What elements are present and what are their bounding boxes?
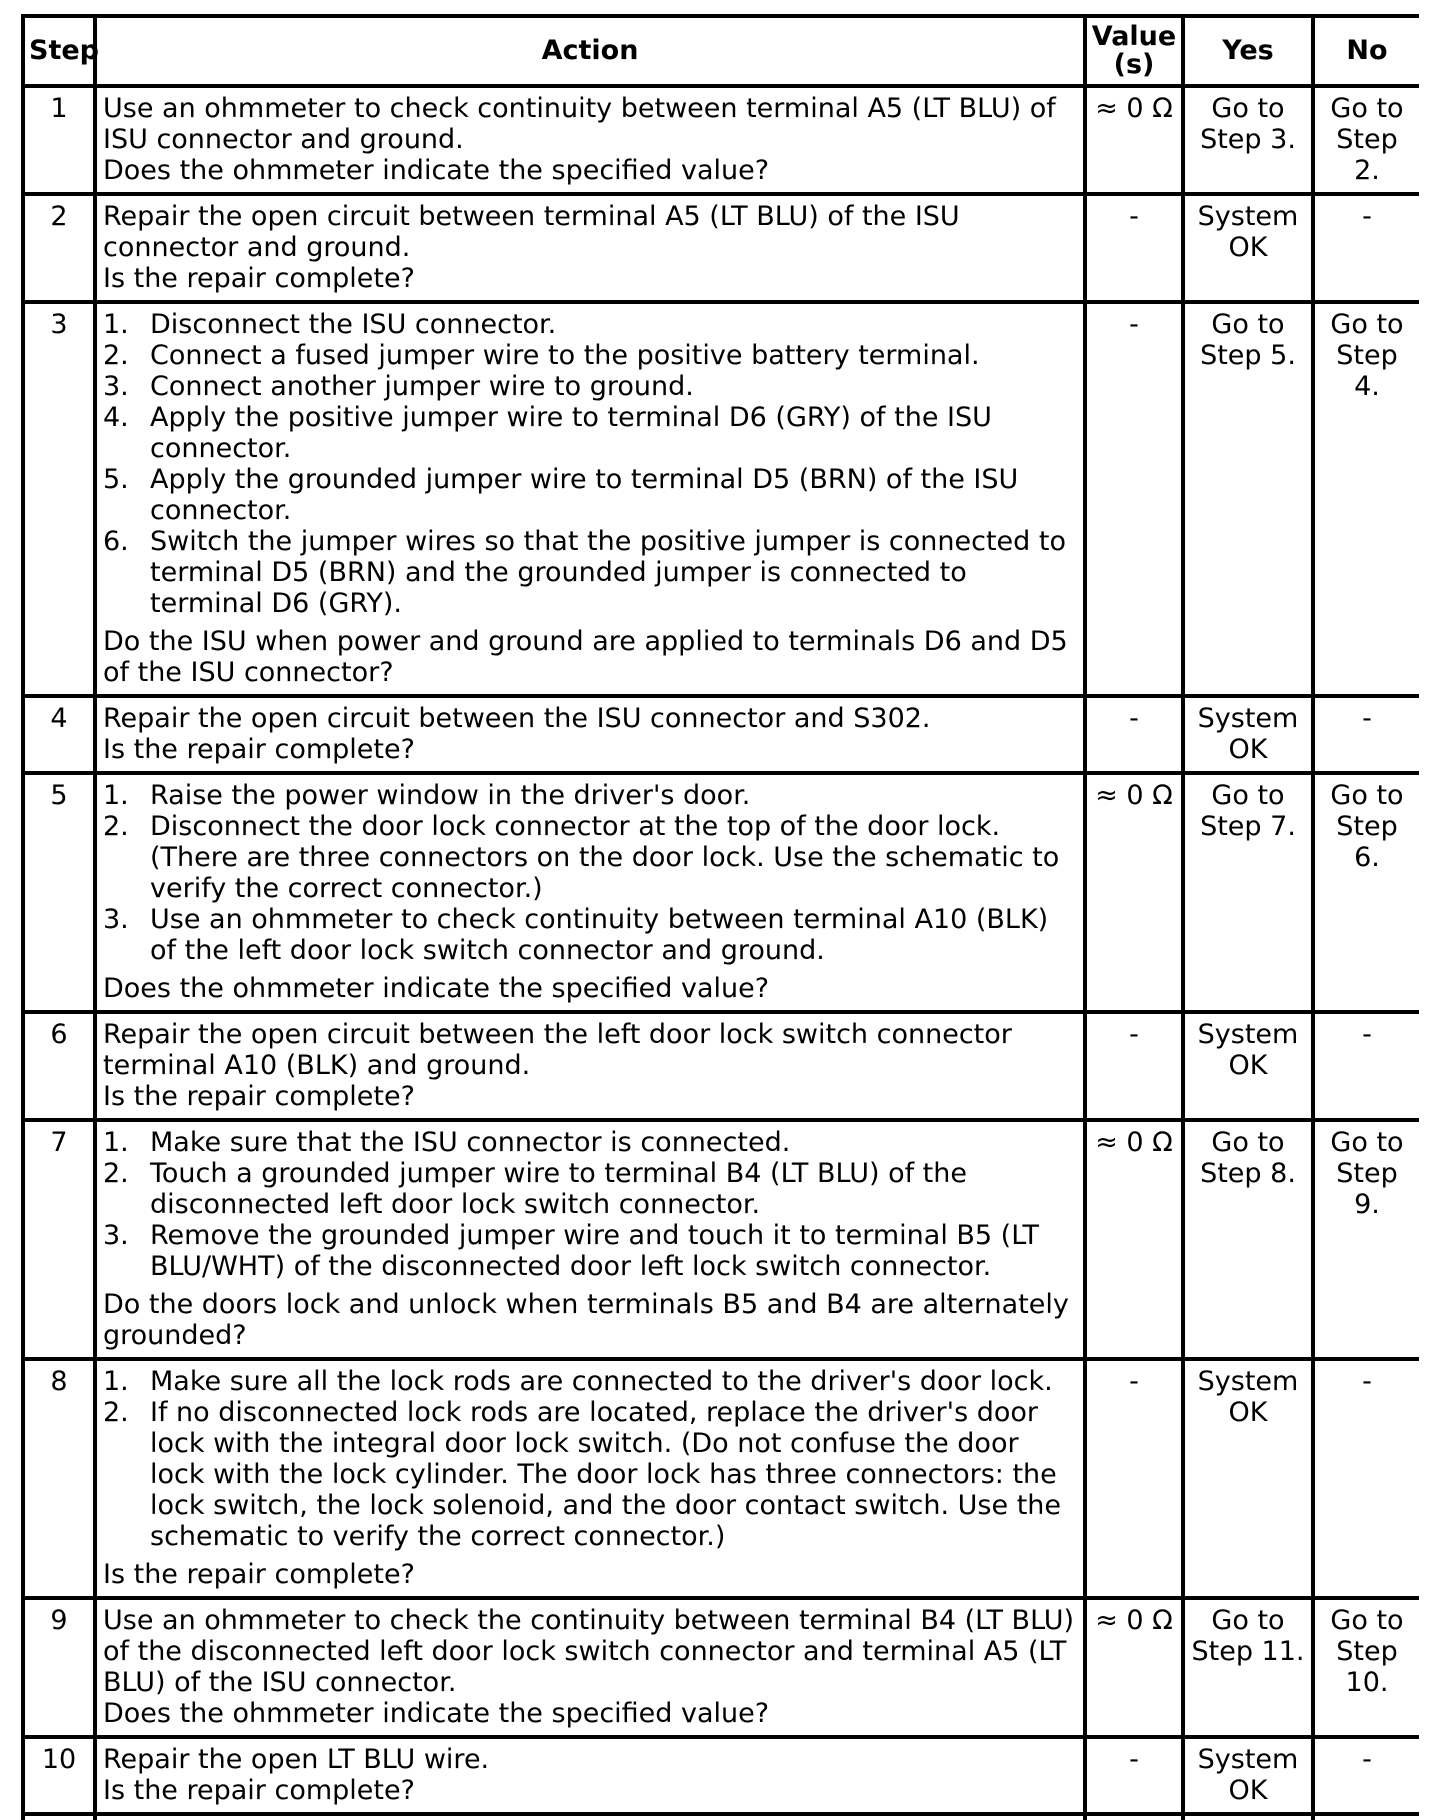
action-cell xyxy=(95,1598,1085,1737)
yes-outcome-cell: Go to Step 8. xyxy=(1183,1120,1313,1359)
no-outcome-cell: Go to Step 4. xyxy=(1313,302,1419,696)
table-row xyxy=(23,86,1419,194)
diagnostic-steps-table xyxy=(21,14,1419,1820)
action-question: Is the repair complete? xyxy=(103,1081,415,1112)
table-row xyxy=(23,773,1419,1012)
action-cell xyxy=(95,1359,1085,1598)
yes-outcome-cell xyxy=(1183,1814,1313,1820)
yes-outcome-cell: Go to Step 11. xyxy=(1183,1598,1313,1737)
value-cell: - xyxy=(1085,1012,1183,1120)
table-row xyxy=(23,1737,1419,1814)
action-question: Is the repair complete? xyxy=(103,734,415,765)
substep-number: 2. xyxy=(103,340,129,371)
table-row-continued xyxy=(23,1814,1419,1820)
yes-outcome-cell: System OK xyxy=(1183,1737,1313,1814)
value-cell: ≈ 0 Ω xyxy=(1085,773,1183,1012)
action-substep xyxy=(103,402,1077,464)
header-yes: Yes xyxy=(1183,16,1313,86)
substep-number: 2. xyxy=(103,1397,129,1428)
value-cell: - xyxy=(1085,194,1183,302)
substep-text: Touch a grounded jumper wire to terminal B4 (LT BLU) of the disconnected left door lock switch connector. xyxy=(150,1158,967,1220)
action-instruction: Repair the open circuit between terminal A5 (LT BLU) of the ISU connector and ground. xyxy=(103,201,960,263)
action-cell xyxy=(95,1120,1085,1359)
substep-number: 6. xyxy=(103,526,129,557)
step-number-cell: 2 xyxy=(23,194,95,302)
substep-text: Disconnect the door lock connector at the top of the door lock. (There are three connectors on the door lock. Use the schematic to verify the correct connector.) xyxy=(150,811,1060,904)
action-substep xyxy=(103,780,1077,811)
yes-outcome-cell: System OK xyxy=(1183,1359,1313,1598)
table-row xyxy=(23,1359,1419,1598)
yes-outcome-cell: System OK xyxy=(1183,696,1313,773)
action-question: Is the repair complete? xyxy=(103,263,415,294)
action-substeps xyxy=(103,309,1077,619)
no-outcome-cell: - xyxy=(1313,194,1419,302)
no-outcome-cell: - xyxy=(1313,696,1419,773)
action-question: Does the ohmmeter indicate the specified value? xyxy=(103,1698,770,1729)
substep-number: 2. xyxy=(103,811,129,842)
substep-number: 4. xyxy=(103,402,129,433)
action-cell xyxy=(95,194,1085,302)
substep-number: 1. xyxy=(103,309,129,340)
substep-text: Connect another jumper wire to ground. xyxy=(150,371,694,402)
substep-text: Connect a fused jumper wire to the positive battery terminal. xyxy=(150,340,980,371)
substep-text: Make sure all the lock rods are connected to the driver's door lock. xyxy=(150,1366,1053,1397)
no-outcome-cell: Go to Step 10. xyxy=(1313,1598,1419,1737)
action-instruction: Use an ohmmeter to check continuity between terminal A5 (LT BLU) of ISU connector and ground. xyxy=(103,93,1056,155)
action-cell xyxy=(95,86,1085,194)
action-substep xyxy=(103,1158,1077,1220)
step-number-cell: 4 xyxy=(23,696,95,773)
substep-text: Use an ohmmeter to check continuity between terminal A10 (BLK) of the left door lock switch connector and ground. xyxy=(150,904,1049,966)
substep-number: 1. xyxy=(103,1127,129,1158)
action-substep xyxy=(103,1220,1077,1282)
action-question: Is the repair complete? xyxy=(103,1775,415,1806)
value-cell: - xyxy=(1085,696,1183,773)
substep-number: 3. xyxy=(103,904,129,935)
yes-outcome-cell: Go to Step 5. xyxy=(1183,302,1313,696)
action-cell xyxy=(95,1012,1085,1120)
action-substep xyxy=(103,904,1077,966)
table-row xyxy=(23,696,1419,773)
action-question: Does the ohmmeter indicate the specified value? xyxy=(103,973,770,1004)
substep-number: 3. xyxy=(103,1220,129,1251)
action-substep xyxy=(103,1366,1077,1397)
step-number-cell: 7 xyxy=(23,1120,95,1359)
value-cell: - xyxy=(1085,1359,1183,1598)
action-instruction: Repair the open circuit between the ISU connector and S302. xyxy=(103,703,931,734)
diagnostic-table-container xyxy=(21,14,1419,1820)
yes-outcome-cell: System OK xyxy=(1183,194,1313,302)
action-cell xyxy=(95,302,1085,696)
substep-text: If no disconnected lock rods are located, replace the driver's door lock with the integral door lock switch. (Do not confuse the door lock with the lock cylinder. The door lock has three connectors: the lock switch, the lock solenoid, and the door contact switch. Use the schematic to verify the correct connector.) xyxy=(150,1397,1061,1552)
action-substeps xyxy=(103,1366,1077,1552)
value-cell: ≈ 0 Ω xyxy=(1085,86,1183,194)
substep-number: 1. xyxy=(103,780,129,811)
value-cell: ≈ 0 Ω xyxy=(1085,1598,1183,1737)
substep-text: Remove the grounded jumper wire and touch it to terminal B5 (LT BLU/WHT) of the disconnected door left lock switch connector. xyxy=(150,1220,1040,1282)
no-outcome-cell xyxy=(1313,1814,1419,1820)
action-question: Is the repair complete? xyxy=(103,1559,415,1590)
action-question: Does the ohmmeter indicate the specified value? xyxy=(103,155,770,186)
table-row xyxy=(23,302,1419,696)
step-number-cell: 9 xyxy=(23,1598,95,1737)
action-instruction: Use an ohmmeter to check the continuity between terminal B4 (LT BLU) of the disconnected left door lock switch connector and terminal A5 (LT BLU) of the ISU connector. xyxy=(103,1605,1075,1698)
no-outcome-cell: Go to Step 9. xyxy=(1313,1120,1419,1359)
table-row xyxy=(23,1598,1419,1737)
header-action: Action xyxy=(95,16,1085,86)
value-cell: - xyxy=(1085,1737,1183,1814)
action-substep xyxy=(103,371,1077,402)
step-number-cell: 1 xyxy=(23,86,95,194)
no-outcome-cell: - xyxy=(1313,1012,1419,1120)
action-substep xyxy=(103,526,1077,619)
header-no: No xyxy=(1313,16,1419,86)
substep-text: Make sure that the ISU connector is connected. xyxy=(150,1127,791,1158)
action-instruction: Repair the open circuit between the left door lock switch connector terminal A10 (BLK) and ground. xyxy=(103,1019,1012,1081)
action-substep xyxy=(103,1397,1077,1552)
action-question: Do the doors lock and unlock when terminals B5 and B4 are alternately grounded? xyxy=(103,1289,1069,1351)
step-number-cell: 5 xyxy=(23,773,95,1012)
table-header-row xyxy=(23,16,1419,86)
substep-number: 1. xyxy=(103,1366,129,1397)
substep-number: 3. xyxy=(103,371,129,402)
action-cell xyxy=(95,773,1085,1012)
step-number-cell: 6 xyxy=(23,1012,95,1120)
action-instruction: Repair the open LT BLU wire. xyxy=(103,1744,490,1775)
step-number-cell: 10 xyxy=(23,1737,95,1814)
no-outcome-cell: Go to Step 6. xyxy=(1313,773,1419,1012)
substep-number: 5. xyxy=(103,464,129,495)
action-cell xyxy=(95,1814,1085,1820)
action-cell xyxy=(95,696,1085,773)
substep-text: Apply the positive jumper wire to terminal D6 (GRY) of the ISU connector. xyxy=(150,402,992,464)
step-number-cell: 8 xyxy=(23,1359,95,1598)
action-substep xyxy=(103,811,1077,904)
value-cell xyxy=(1085,1814,1183,1820)
substep-text: Switch the jumper wires so that the positive jumper is connected to terminal D5 (BRN) and the grounded jumper is connected to terminal D6 (GRY). xyxy=(150,526,1066,619)
table-row xyxy=(23,1012,1419,1120)
yes-outcome-cell: System OK xyxy=(1183,1012,1313,1120)
step-number-cell: 3 xyxy=(23,302,95,696)
step-number-cell xyxy=(23,1814,95,1820)
value-cell: ≈ 0 Ω xyxy=(1085,1120,1183,1359)
action-substeps xyxy=(103,1127,1077,1282)
header-value: Value (s) xyxy=(1085,16,1183,86)
action-substep xyxy=(103,309,1077,340)
action-substep xyxy=(103,340,1077,371)
substep-text: Disconnect the ISU connector. xyxy=(150,309,557,340)
action-question: Do the ISU when power and ground are applied to terminals D6 and D5 of the ISU connector? xyxy=(103,626,1068,688)
action-substeps xyxy=(103,780,1077,966)
substep-text: Raise the power window in the driver's door. xyxy=(150,780,751,811)
table-row xyxy=(23,194,1419,302)
no-outcome-cell: - xyxy=(1313,1359,1419,1598)
no-outcome-cell: Go to Step 2. xyxy=(1313,86,1419,194)
value-cell: - xyxy=(1085,302,1183,696)
action-substep xyxy=(103,1127,1077,1158)
substep-text: Apply the grounded jumper wire to terminal D5 (BRN) of the ISU connector. xyxy=(150,464,1019,526)
yes-outcome-cell: Go to Step 7. xyxy=(1183,773,1313,1012)
yes-outcome-cell: Go to Step 3. xyxy=(1183,86,1313,194)
action-substep xyxy=(103,464,1077,526)
table-row xyxy=(23,1120,1419,1359)
action-cell xyxy=(95,1737,1085,1814)
substep-number: 2. xyxy=(103,1158,129,1189)
header-step: Step xyxy=(23,16,95,86)
no-outcome-cell: - xyxy=(1313,1737,1419,1814)
